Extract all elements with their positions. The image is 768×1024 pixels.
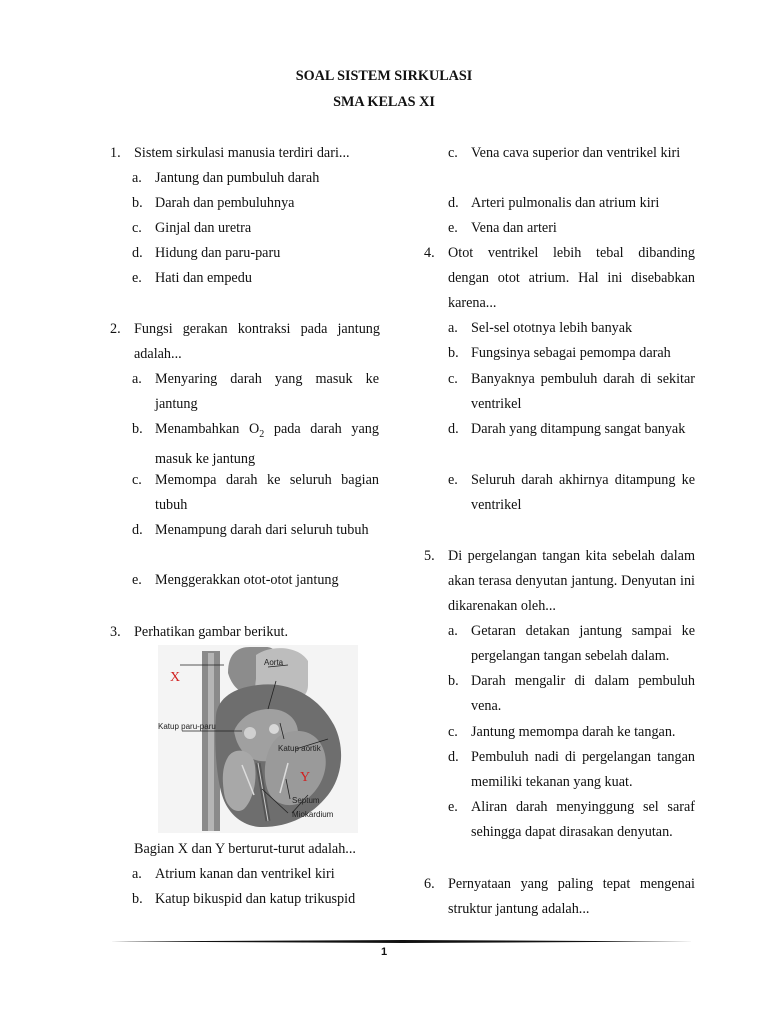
option-text: Jantung dan pumbuluh darah: [155, 170, 320, 186]
question-text: Pernyataan yang paling tepat mengenai struktur jantung adalah...: [448, 876, 695, 918]
option-text: Katup bikuspid dan katup trikuspid: [155, 891, 356, 907]
question-number: 2.: [110, 321, 121, 337]
option-text: Arteri pulmonalis dan atrium kiri: [471, 195, 660, 211]
option-text: Menggerakkan otot-otot jantung: [155, 572, 339, 588]
option: [448, 720, 695, 745]
option-letter: e.: [132, 572, 142, 588]
option: [132, 266, 379, 291]
option-text: Pembuluh nadi di pergelangan tangan memiliki tekanan yang kuat.: [471, 749, 695, 791]
option-text-part: Menambahkan O: [155, 421, 260, 437]
subscript: 2: [259, 428, 265, 440]
option-letter: a.: [448, 320, 458, 336]
question-3-followup: [134, 837, 380, 862]
label-miokardium: Miokardium: [292, 810, 334, 819]
option-letter: c.: [448, 371, 458, 387]
option: [132, 241, 379, 266]
option-text: Darah yang ditampung sangat banyak: [471, 421, 686, 437]
option-letter: b.: [132, 195, 143, 211]
question-3: [110, 620, 380, 645]
option-text: Jantung memompa darah ke tangan.: [471, 724, 676, 740]
option-letter: a.: [132, 866, 142, 882]
option-text: Banyaknya pembuluh darah di sekitar ventrikel: [471, 371, 695, 413]
option-letter: d.: [448, 195, 459, 211]
question-text: Bagian X dan Y berturut-turut adalah...: [134, 841, 356, 857]
option: [132, 166, 379, 191]
option-letter: a.: [132, 371, 142, 387]
question-text: Perhatikan gambar berikut.: [134, 624, 289, 640]
option: [448, 191, 695, 216]
question-text: Sistem sirkulasi manusia terdiri dari...: [134, 145, 350, 161]
option-text: Menampung darah dari seluruh tubuh: [155, 522, 369, 538]
label-katup-aortik: Katup aortik: [278, 744, 321, 753]
option: [448, 367, 695, 417]
heart-diagram: [158, 645, 358, 833]
label-aorta: Aorta: [264, 658, 284, 667]
option-letter: b.: [132, 891, 143, 907]
label-katup-paru: Katup paru-paru: [158, 722, 216, 731]
option-text: Seluruh darah akhirnya ditampung ke ventrikel: [471, 472, 695, 514]
question-4: [424, 241, 695, 317]
option-letter: c.: [132, 220, 142, 236]
question-text: Otot ventrikel lebih tebal dibanding dengan otot atrium. Hal ini disebabkan karena...: [448, 245, 695, 312]
option: [448, 669, 695, 719]
option-text: [155, 417, 379, 472]
question-text: Di pergelangan tangan kita sebelah dalam akan terasa denyutan jantung. Denyutan ini dikarenakan oleh...: [448, 548, 695, 615]
option-text: Memompa darah ke seluruh bagian tubuh: [155, 472, 379, 514]
question-number: 3.: [110, 624, 121, 640]
option-letter: e.: [448, 472, 458, 488]
option-letter: d.: [132, 245, 143, 261]
option-text: Darah dan pembuluhnya: [155, 195, 295, 211]
document-title: SOAL SISTEM SIRKULASI: [295, 68, 473, 84]
option-letter: e.: [448, 799, 458, 815]
option-letter: e.: [448, 220, 458, 236]
option-letter: e.: [132, 270, 142, 286]
option: [448, 141, 695, 166]
option: [448, 795, 695, 845]
option: [132, 367, 379, 417]
option-text: Sel-sel ototnya lebih banyak: [471, 320, 633, 336]
question-1: [110, 141, 380, 166]
option-text: Vena cava superior dan ventrikel kiri: [471, 145, 681, 161]
option-letter: c.: [448, 145, 458, 161]
option: [132, 862, 379, 887]
option-text: Fungsinya sebagai pemompa darah: [471, 345, 671, 361]
option-letter: d.: [448, 749, 459, 765]
option: [132, 216, 379, 241]
label-x: X: [170, 670, 181, 685]
option: [132, 417, 379, 472]
option-text: Menyaring darah yang masuk ke jantung: [155, 371, 379, 413]
question-text: Fungsi gerakan kontraksi pada jantung adalah...: [134, 321, 380, 363]
option-text: Vena dan arteri: [471, 220, 557, 236]
option: [448, 619, 695, 669]
option-text: Getaran detakan jantung sampai ke pergelangan tangan sebelah dalam.: [471, 623, 695, 665]
question-5: [424, 544, 695, 620]
option-letter: c.: [448, 724, 458, 740]
option-letter: a.: [132, 170, 142, 186]
question-6: [424, 872, 695, 922]
document-subtitle: SMA KELAS XI: [333, 94, 435, 110]
option: [448, 316, 695, 341]
option: [132, 518, 379, 543]
option: [132, 468, 379, 518]
option: [448, 341, 695, 366]
option: [448, 216, 695, 241]
label-septum: Septum: [292, 796, 320, 805]
page-number: 1: [380, 946, 388, 958]
heart-illustration: [158, 645, 358, 833]
option: [132, 191, 379, 216]
question-number: 4.: [424, 245, 435, 261]
option-letter: a.: [448, 623, 458, 639]
question-number: 6.: [424, 876, 435, 892]
option-text-part: pada darah yang masuk ke jantung: [155, 421, 379, 468]
option-text: Aliran darah menyinggung sel saraf sehingga dapat dirasakan denyutan.: [471, 799, 695, 841]
option-letter: b.: [132, 421, 143, 437]
option-text: Atrium kanan dan ventrikel kiri: [155, 866, 335, 882]
footer-rule: [110, 940, 694, 943]
option-letter: c.: [132, 472, 142, 488]
option: [448, 468, 695, 518]
option-text: Hati dan empedu: [155, 270, 252, 286]
option-text: Ginjal dan uretra: [155, 220, 252, 236]
option: [132, 568, 379, 593]
question-number: 5.: [424, 548, 435, 564]
option-text: Hidung dan paru-paru: [155, 245, 281, 261]
option-letter: d.: [132, 522, 143, 538]
option: [448, 417, 695, 442]
option-letter: d.: [448, 421, 459, 437]
label-y: Y: [300, 770, 311, 785]
option-letter: b.: [448, 673, 459, 689]
question-number: 1.: [110, 145, 121, 161]
option: [132, 887, 379, 912]
option: [448, 745, 695, 795]
question-2: [110, 317, 380, 367]
option-letter: b.: [448, 345, 459, 361]
option-text: Darah mengalir di dalam pembuluh vena.: [471, 673, 695, 715]
